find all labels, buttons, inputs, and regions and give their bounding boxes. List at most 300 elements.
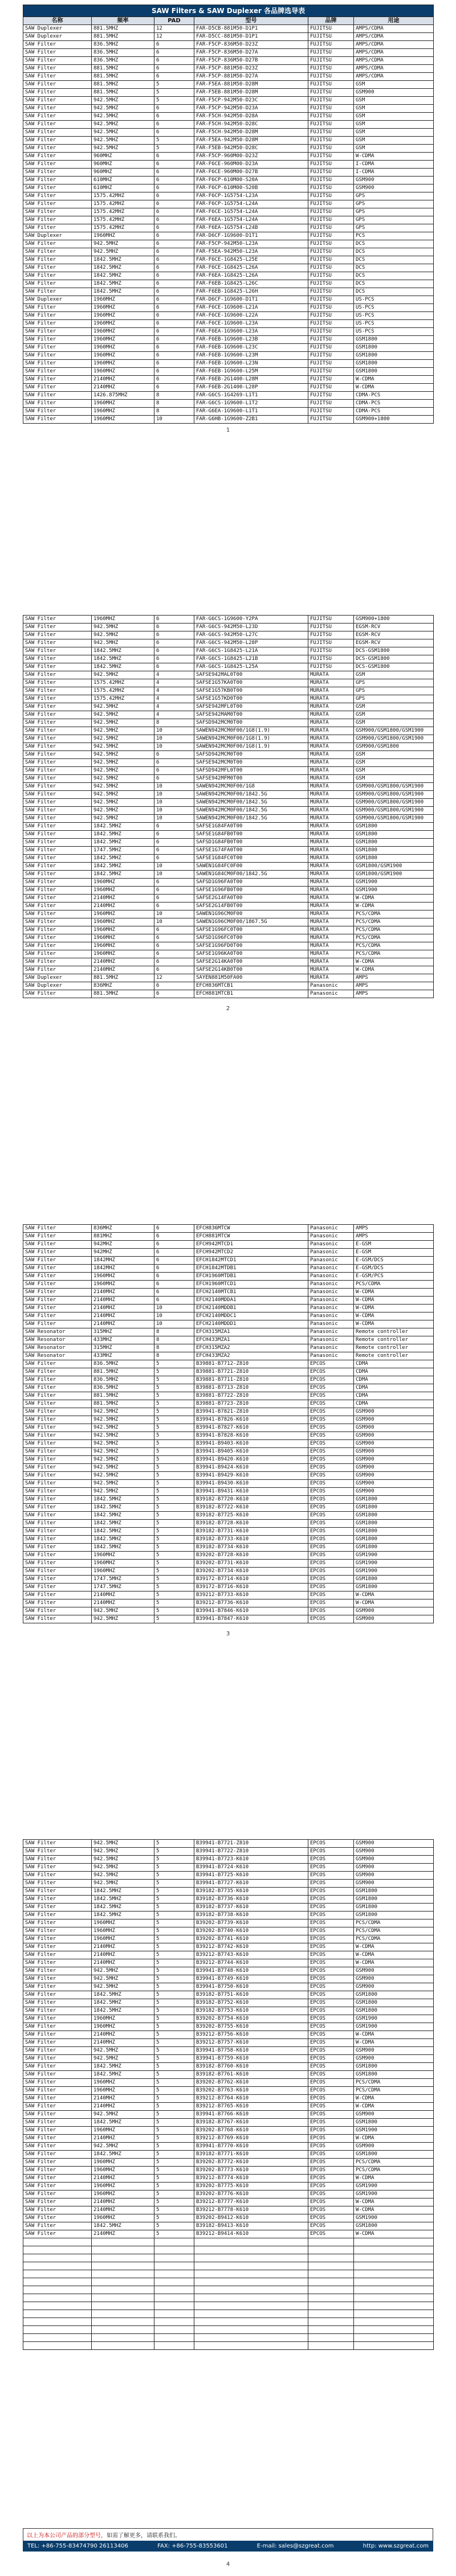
table-row — [23, 647, 434, 655]
table-cell: 610MHZ — [92, 184, 154, 192]
table-cell: 2140MHZ — [92, 903, 154, 910]
table-row — [23, 1464, 434, 1472]
empty-cell — [194, 2262, 308, 2270]
table-cell: B39202-B7776-K610 — [194, 2191, 308, 2198]
table-cell: 1575.42MHZ — [92, 695, 154, 703]
table-cell: 6 — [154, 1233, 194, 1241]
table-cell: 942.5MHZ — [92, 1480, 154, 1488]
table-cell: 6 — [154, 384, 194, 392]
table-cell: SAW Filter — [23, 177, 92, 184]
table-cell: 1960MHZ — [92, 1927, 154, 1935]
table-cell: AMPS — [354, 982, 434, 990]
table-cell: FAR-G6CS-1G8425-L21A — [194, 647, 308, 655]
table-cell: SAW Filter — [23, 57, 92, 65]
table-cell: 942.5MHZ — [92, 1864, 154, 1872]
table-cell: SAW Filter — [23, 879, 92, 887]
table-cell: 5 — [154, 1456, 194, 1464]
table-cell: 1960MHZ — [92, 416, 154, 424]
table-row — [23, 2111, 434, 2119]
table-cell: 1842.5MHZ — [92, 2063, 154, 2071]
table-cell: SAW Filter — [23, 1999, 92, 2007]
table-cell: B39941-B9424-K610 — [194, 1464, 308, 1472]
document-title: SAW Filters & SAW Duplexer 各品牌选导表 — [23, 5, 434, 17]
table-cell: SAW Filter — [23, 2151, 92, 2159]
table-row — [23, 248, 434, 256]
table-row — [23, 910, 434, 918]
table-cell: EFCH1960MTDB1 — [194, 1273, 308, 1281]
table-cell: SAWEN942MCM0F00/1G8(1.9) — [194, 727, 308, 735]
table-cell: EPCOS — [308, 1520, 354, 1528]
table-cell: GSM900 — [354, 1432, 434, 1440]
table-cell: 2140MHZ — [92, 1959, 154, 1967]
table-cell: PCS/CDMA — [354, 918, 434, 926]
table-cell: 1960MHZ — [92, 232, 154, 240]
table-cell: 6 — [154, 344, 194, 352]
table-cell: US-PCS — [354, 304, 434, 312]
table-row — [23, 1488, 434, 1496]
table-cell: 1960MHZ — [92, 2127, 154, 2135]
table-cell: GSM900 — [354, 1480, 434, 1488]
page-number: 1 — [226, 427, 230, 433]
table-cell: SAW Filter — [23, 934, 92, 942]
table-row — [23, 1912, 434, 1919]
table-cell: E-GSM/DCS — [354, 1257, 434, 1265]
table-cell: GSM1800 — [354, 1536, 434, 1544]
table-row — [23, 663, 434, 671]
table-row — [23, 328, 434, 336]
empty-cell — [23, 2334, 92, 2342]
table-cell: 10 — [154, 743, 194, 751]
empty-cell — [154, 2334, 194, 2342]
table-row — [23, 288, 434, 296]
table-cell: 1960MHZ — [92, 616, 154, 624]
table-cell: SAW Filter — [23, 113, 92, 121]
table-cell: SAW Duplexer — [23, 982, 92, 990]
table-cell: EPCOS — [308, 2135, 354, 2143]
table-cell: EPCOS — [308, 2175, 354, 2183]
table-cell: 6 — [154, 41, 194, 49]
table-cell: SAW Filter — [23, 41, 92, 49]
table-cell: 5 — [154, 1848, 194, 1856]
product-table — [23, 615, 434, 998]
table-cell: SAW Filter — [23, 958, 92, 966]
table-cell: GSM1900 — [354, 1568, 434, 1576]
table-row — [23, 958, 434, 966]
table-cell: FAR-F5EA-881M50-D28M — [194, 81, 308, 89]
table-cell: 5 — [154, 2167, 194, 2175]
website-link[interactable]: http: www.szgreat.com — [363, 2543, 429, 2549]
table-cell: SAWEN942MCM0F00/1842.5G — [194, 815, 308, 823]
empty-row — [23, 2334, 434, 2342]
table-row — [23, 727, 434, 735]
table-cell: FAR-F5CP-942M50-L23A — [194, 240, 308, 248]
table-cell: 942.5MHZ — [92, 1456, 154, 1464]
table-cell: SAW Filter — [23, 392, 92, 400]
table-cell: DCS — [354, 280, 434, 288]
table-cell: FAR-F6CE-960M00-D23A — [194, 161, 308, 169]
table-cell: FAR-F6CP-1G5754-L24A — [194, 200, 308, 208]
table-cell: 10 — [154, 1312, 194, 1320]
table-cell: SAW Filter — [23, 280, 92, 288]
table-cell: GSM — [354, 137, 434, 145]
table-cell: SAFSE942MFM0T00 — [194, 775, 308, 783]
table-cell: EPCOS — [308, 1432, 354, 1440]
table-cell: 4 — [154, 703, 194, 711]
table-cell: 942.5MHZ — [92, 113, 154, 121]
table-row — [23, 783, 434, 791]
table-row — [23, 1560, 434, 1568]
table-cell: W-CDMA — [354, 376, 434, 384]
table-cell: 6 — [154, 264, 194, 272]
table-cell: SAFSD942MCM0T00 — [194, 719, 308, 727]
table-cell: W-CDMA — [354, 1289, 434, 1297]
table-row — [23, 1975, 434, 1983]
table-cell: 8 — [154, 408, 194, 416]
table-row — [23, 2103, 434, 2111]
table-cell: 6 — [154, 895, 194, 903]
empty-cell — [154, 2342, 194, 2350]
table-row — [23, 129, 434, 137]
table-cell: FUJITSU — [308, 264, 354, 272]
table-cell: W-CDMA — [354, 1959, 434, 1967]
table-cell: GSM900 — [354, 2111, 434, 2119]
empty-row — [23, 2326, 434, 2334]
table-cell: Remote controller — [354, 1352, 434, 1360]
table-row — [23, 224, 434, 232]
table-row — [23, 2007, 434, 2015]
table-cell: FAR-F6CP-610M00-S20A — [194, 177, 308, 184]
table-cell: PCS/CDMA — [354, 1935, 434, 1943]
table-row — [23, 1967, 434, 1975]
table-cell: FUJITSU — [308, 121, 354, 129]
table-cell: 12 — [154, 33, 194, 41]
table-cell: 1747.5MHZ — [92, 847, 154, 855]
table-cell: W-CDMA — [354, 1599, 434, 1607]
table-cell: GSM1800 — [354, 1896, 434, 1904]
table-cell: GSM1900 — [354, 1560, 434, 1568]
table-cell: B39202-B7772-K610 — [194, 2159, 308, 2167]
table-cell: EPCOS — [308, 1568, 354, 1576]
table-cell: SAW Filter — [23, 2143, 92, 2151]
empty-cell — [154, 2326, 194, 2334]
phone-number: TEL: +86-755-83474790 26113406 — [27, 2543, 128, 2549]
table-cell: GSM1800 — [354, 1991, 434, 1999]
table-cell: SAW Filter — [23, 1416, 92, 1424]
empty-row — [23, 2342, 434, 2350]
table-cell: SAW Filter — [23, 743, 92, 751]
table-cell: SAW Filter — [23, 1273, 92, 1281]
table-cell: 1960MHZ — [92, 2159, 154, 2167]
table-cell: SAW Filter — [23, 1392, 92, 1400]
table-cell: 8 — [154, 1328, 194, 1336]
table-row — [23, 113, 434, 121]
table-cell: 5 — [154, 1512, 194, 1520]
table-cell: FUJITSU — [308, 33, 354, 41]
table-cell: SAW Filter — [23, 1480, 92, 1488]
table-cell: SAW Filter — [23, 1312, 92, 1320]
table-row — [23, 392, 434, 400]
table-cell: EPCOS — [308, 1967, 354, 1975]
table-cell: 960MHZ — [92, 161, 154, 169]
table-row — [23, 1536, 434, 1544]
empty-cell — [92, 2318, 154, 2326]
table-cell: 433MHZ — [92, 1336, 154, 1344]
table-cell: SAW Filter — [23, 1440, 92, 1448]
table-cell: PCS/CDMA — [354, 934, 434, 942]
table-cell: W-CDMA — [354, 1943, 434, 1951]
table-row — [23, 2198, 434, 2206]
table-row — [23, 1400, 434, 1408]
table-cell: 2140MHZ — [92, 2135, 154, 2143]
email-link[interactable]: E-mail: sales@szgreat.com — [256, 2543, 334, 2549]
table-cell: SAW Filter — [23, 1544, 92, 1552]
table-row — [23, 2063, 434, 2071]
table-cell: SAW Filter — [23, 1512, 92, 1520]
table-cell: 5 — [154, 1943, 194, 1951]
table-cell: 1960MHZ — [92, 296, 154, 304]
empty-cell — [308, 2294, 354, 2302]
table-cell: EPCOS — [308, 2047, 354, 2055]
table-cell: GSM — [354, 719, 434, 727]
table-row — [23, 312, 434, 320]
column-header: PAD — [154, 17, 194, 25]
table-cell: SAW Filter — [23, 1297, 92, 1305]
empty-cell — [194, 2238, 308, 2246]
table-cell: EFCH315MZA1 — [194, 1328, 308, 1336]
table-cell: B39212-B7769-K610 — [194, 2135, 308, 2143]
table-cell: W-CDMA — [354, 2175, 434, 2183]
table-cell: B39941-B7758-K610 — [194, 2047, 308, 2055]
table-cell: 5 — [154, 2206, 194, 2214]
table-row — [23, 631, 434, 639]
table-cell: GSM900 — [354, 1872, 434, 1880]
table-cell: MURATA — [308, 903, 354, 910]
table-cell: SAW Filter — [23, 145, 92, 153]
table-row — [23, 2031, 434, 2039]
table-cell: B39202-B7773-K610 — [194, 2167, 308, 2175]
table-cell: 836.5MHZ — [92, 57, 154, 65]
table-cell: SAW Filter — [23, 1289, 92, 1297]
table-cell: 942.5MHZ — [92, 1432, 154, 1440]
table-cell: SAW Filter — [23, 1376, 92, 1384]
table-row — [23, 918, 434, 926]
table-cell: FUJITSU — [308, 200, 354, 208]
table-cell: FAR-F5EA-942M50-D28M — [194, 137, 308, 145]
product-table — [23, 1839, 434, 2350]
table-cell: FAR-G6CS-1G4269-L1T1 — [194, 392, 308, 400]
table-cell: GSM900 — [354, 89, 434, 97]
table-cell: FUJITSU — [308, 192, 354, 200]
table-cell: 5 — [154, 2023, 194, 2031]
table-cell: 942.5MHZ — [92, 1840, 154, 1848]
table-cell: SAW Filter — [23, 735, 92, 743]
table-row — [23, 1408, 434, 1416]
empty-cell — [23, 2326, 92, 2334]
table-cell: SAWEN1G84CM0F00/1842.5G — [194, 871, 308, 879]
table-cell: 10 — [154, 1320, 194, 1328]
table-cell: MURATA — [308, 671, 354, 679]
table-cell: W-CDMA — [354, 2206, 434, 2214]
table-cell: 10 — [154, 791, 194, 799]
table-cell: FAR-F6CE-1G8425-L25E — [194, 256, 308, 264]
table-row — [23, 1257, 434, 1265]
table-cell: 6 — [154, 1265, 194, 1273]
table-row — [23, 1552, 434, 1560]
table-cell: B39881-B7713-Z810 — [194, 1384, 308, 1392]
table-cell: SAW Filter — [23, 81, 92, 89]
table-cell: SAW Filter — [23, 990, 92, 998]
table-cell: SAW Filter — [23, 2095, 92, 2103]
table-cell: SAW Filter — [23, 966, 92, 974]
table-row — [23, 161, 434, 169]
table-cell: 5 — [154, 2198, 194, 2206]
table-cell: B39212-B7736-K610 — [194, 1599, 308, 1607]
table-cell: 1842MHZ — [92, 1265, 154, 1273]
table-cell: 1960MHZ — [92, 368, 154, 376]
table-row — [23, 1328, 434, 1336]
table-cell: GSM900 — [354, 1488, 434, 1496]
table-row — [23, 2119, 434, 2127]
column-header: 用途 — [354, 17, 434, 25]
table-cell: 942.5MHZ — [92, 751, 154, 759]
table-cell: 6 — [154, 360, 194, 368]
table-cell: 1960MHZ — [92, 1552, 154, 1560]
table-cell: EGSM-RCV — [354, 639, 434, 647]
table-cell: SAFSE942MCM0T00 — [194, 759, 308, 767]
table-cell: AMPS — [354, 974, 434, 982]
table-cell: 2140MHZ — [92, 2175, 154, 2183]
table-cell: SAW Filter — [23, 304, 92, 312]
table-cell: GSM900 — [354, 1424, 434, 1432]
table-cell: SAW Filter — [23, 1615, 92, 1623]
table-cell: SAWEN942MCM0F00/1842.5G — [194, 791, 308, 799]
table-cell: SAW Filter — [23, 719, 92, 727]
table-cell: 881.5MHZ — [92, 974, 154, 982]
table-cell: B39941-B9403-K610 — [194, 1440, 308, 1448]
empty-cell — [92, 2278, 154, 2286]
table-cell: SAW Filter — [23, 1959, 92, 1967]
table-row — [23, 1305, 434, 1312]
empty-row — [23, 2294, 434, 2302]
product-table — [23, 1224, 434, 1623]
table-cell: 8 — [154, 400, 194, 408]
table-cell: GPS — [354, 208, 434, 216]
table-cell: B39182-B7725-K610 — [194, 1512, 308, 1520]
table-cell: 5 — [154, 1408, 194, 1416]
table-cell: Panasonic — [308, 1289, 354, 1297]
sheet-page-2 — [23, 615, 433, 998]
empty-cell — [154, 2318, 194, 2326]
table-cell: 1960MHZ — [92, 320, 154, 328]
table-row — [23, 1360, 434, 1368]
table-cell: SAW Filter — [23, 2127, 92, 2135]
table-cell: CDMA-PCS — [354, 408, 434, 416]
table-cell: SAW Filter — [23, 2111, 92, 2119]
table-cell: SAW Filter — [23, 1488, 92, 1496]
table-cell: SAFSE1G96KA0T00 — [194, 950, 308, 958]
table-cell: FAR-F5CH-942M50-D28M — [194, 129, 308, 137]
empty-cell — [354, 2318, 434, 2326]
table-cell: Panasonic — [308, 1225, 354, 1233]
table-cell: SAW Filter — [23, 1249, 92, 1257]
table-cell: SAW Filter — [23, 631, 92, 639]
table-cell: GSM900+1800 — [354, 616, 434, 624]
table-cell: FUJITSU — [308, 384, 354, 392]
table-cell: EPCOS — [308, 1376, 354, 1384]
empty-row — [23, 2246, 434, 2254]
table-cell: SAW Filter — [23, 2159, 92, 2167]
table-cell: GPS — [354, 679, 434, 687]
table-cell: SAW Filter — [23, 1591, 92, 1599]
table-cell: GSM900 — [354, 1408, 434, 1416]
table-cell: 1842.5MHZ — [92, 2222, 154, 2230]
table-cell: SAW Filter — [23, 2103, 92, 2111]
table-row — [23, 1591, 434, 1599]
table-row — [23, 400, 434, 408]
table-row — [23, 1392, 434, 1400]
table-cell: SAW Filter — [23, 918, 92, 926]
table-cell: GSM900 — [354, 1448, 434, 1456]
table-cell: 2140MHZ — [92, 2230, 154, 2238]
table-cell: SAFSD942MCM0T00 — [194, 751, 308, 759]
table-row — [23, 831, 434, 839]
table-row — [23, 743, 434, 751]
table-cell: 1842.5MHZ — [92, 2151, 154, 2159]
table-cell: MURATA — [308, 687, 354, 695]
table-cell: GSM1800 — [354, 2151, 434, 2159]
table-cell: SAW Filter — [23, 1943, 92, 1951]
table-cell: FAR-F6EA-1G5754-L24A — [194, 216, 308, 224]
table-cell: FUJITSU — [308, 312, 354, 320]
table-cell: B39182-B7722-K610 — [194, 1504, 308, 1512]
empty-cell — [154, 2302, 194, 2310]
table-cell: SAW Filter — [23, 1496, 92, 1504]
table-row — [23, 2015, 434, 2023]
empty-cell — [194, 2334, 308, 2342]
table-cell: 4 — [154, 687, 194, 695]
table-cell: 315MHZ — [92, 1328, 154, 1336]
table-cell: EFCH2140MDDB1 — [194, 1305, 308, 1312]
table-cell: 6 — [154, 655, 194, 663]
table-cell: EPCOS — [308, 1368, 354, 1376]
table-cell: 10 — [154, 1305, 194, 1312]
table-cell: FUJITSU — [308, 639, 354, 647]
table-cell: AMPS/CDMA — [354, 65, 434, 73]
table-cell: 942.5MHZ — [92, 775, 154, 783]
table-cell: GSM1900 — [354, 2191, 434, 2198]
table-cell: B39182-B7736-K610 — [194, 1896, 308, 1904]
table-cell: SAW Filter — [23, 1305, 92, 1312]
table-cell: CDMA-PCS — [354, 400, 434, 408]
table-cell: GSM1800 — [354, 839, 434, 847]
empty-cell — [92, 2294, 154, 2302]
table-cell: SAW Filter — [23, 49, 92, 57]
table-cell: CDMA — [354, 1376, 434, 1384]
table-cell: 881.5MHZ — [92, 73, 154, 81]
product-table — [23, 5, 434, 424]
table-cell: 5 — [154, 1888, 194, 1896]
table-cell: SAW Filter — [23, 2230, 92, 2238]
table-row — [23, 1320, 434, 1328]
table-cell: B39881-B7721-Z810 — [194, 1368, 308, 1376]
table-cell: 433MHZ — [92, 1352, 154, 1360]
table-row — [23, 2167, 434, 2175]
table-cell: PCS/CDMA — [354, 1281, 434, 1289]
table-cell: 4 — [154, 711, 194, 719]
table-cell: EPCOS — [308, 1424, 354, 1432]
table-cell: SAW Filter — [23, 1472, 92, 1480]
table-cell: FUJITSU — [308, 145, 354, 153]
